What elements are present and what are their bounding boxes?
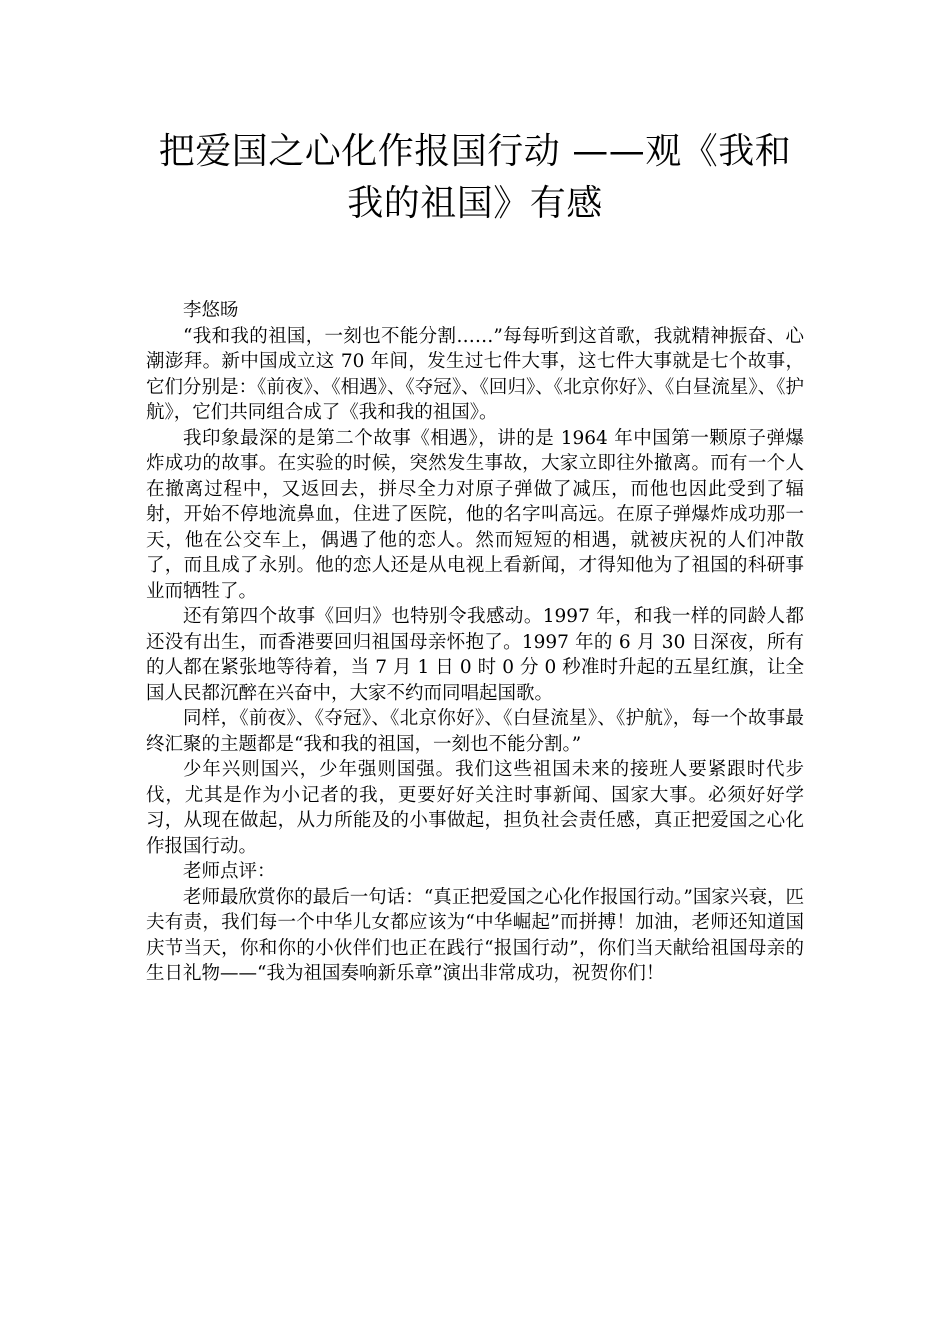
paragraph: 同样，《前夜》、《夺冠》、《北京你好》、《白昼流星》、《护航》，每一个故事最终汇聚的主题都是“我和我的祖国，一刻也不能分割。” [146, 708, 804, 755]
paragraph: 少年兴则国兴，少年强则国强。我们这些祖国未来的接班人要紧跟时代步伐，尤其是作为小记者的我，更要好好关注时事新闻、国家大事。必须好好学习，从现在做起，从力所能及的小事做起，担负社会责任感，真正把爱国之心化作报国行动。 [146, 759, 804, 857]
author-name: 李悠旸 [183, 300, 239, 321]
paragraph: 还有第四个故事《回归》也特别令我感动。1997 年，和我一样的同龄人都还没有出生，而香港要回归祖国母亲怀抱了。1997 年的 6 月 30 日深夜，所有的人都在紧张地等待着，当 7 月 1 日 0 时 0 分 0 秒准时升起的五星红旗，让全国人民都沉醉在兴奋中，大家不约而同唱起国歌。 [146, 606, 804, 704]
comment-label: 老师点评： [183, 861, 276, 882]
document-title: 把爱国之心化作报国行动 ——观《我和我的祖国》有感 [158, 131, 792, 224]
paragraph: “我和我的祖国，一刻也不能分割……”每每听到这首歌，我就精神振奋、心潮澎拜。新中国成立这 70 年间，发生过七件大事，这七件大事就是七个故事，它们分别是：《前夜》、《相遇》、《夺冠》、《回归》、《北京你好》、《白昼流星》、《护航》，它们共同组合成了《我和我的祖国》。 [146, 325, 804, 423]
document-body [146, 294, 804, 987]
teacher-comment: 老师最欣赏你的最后一句话：“真正把爱国之心化作报国行动。”国家兴衰，匹夫有责，我们每一个中华儿女都应该为“中华崛起”而拼搏！加油，老师还知道国庆节当天，你和你的小伙伴们也正在践行“报国行动”，你们当天献给祖国母亲的生日礼物——“我为祖国奏响新乐章”演出非常成功，祝贺你们！ [146, 886, 804, 984]
paragraph: 我印象最深的是第二个故事《相遇》，讲的是 1964 年中国第一颗原子弹爆炸成功的故事。在实验的时候，突然发生事故，大家立即往外撤离。而有一个人在撤离过程中，又返回去，拼尽全力对原子弹做了减压，而他也因此受到了辐射，开始不停地流鼻血，住进了医院，他的名字叫高远。在原子弹爆炸成功那一天，他在公交车上，偶遇了他的恋人。然而短短的相遇，就被庆祝的人们冲散了，而且成了永别。他的恋人还是从电视上看新闻，才得知他为了祖国的科研事业而牺牲了。 [146, 427, 804, 602]
